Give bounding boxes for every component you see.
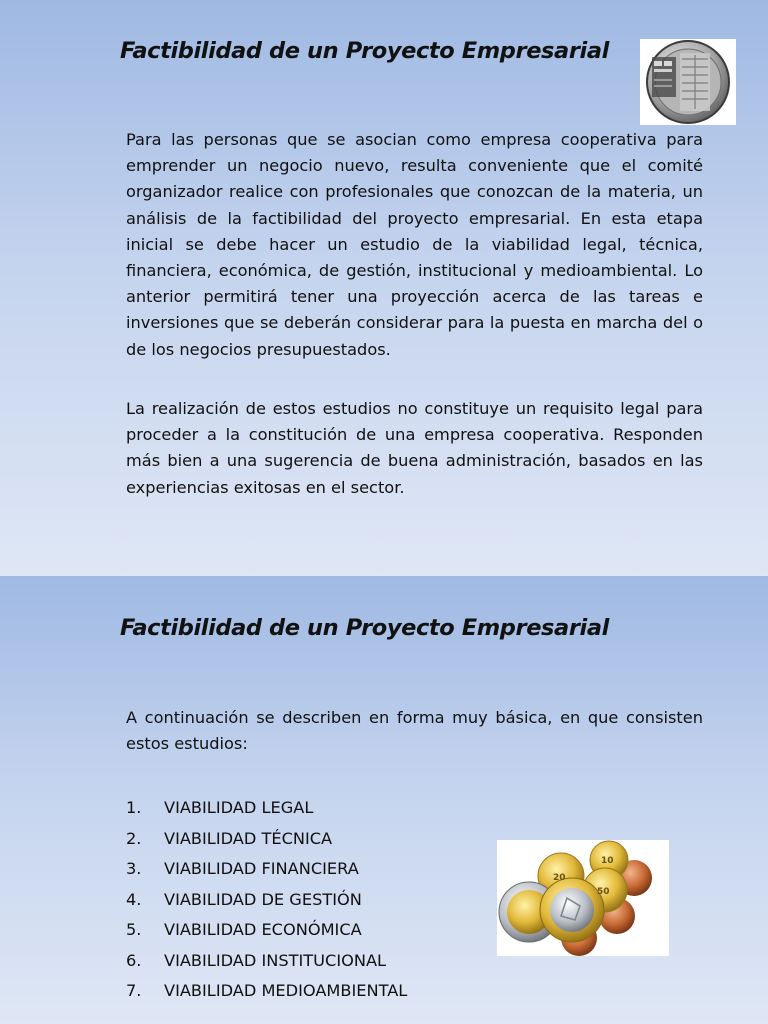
paragraph-intro: A continuación se describen en forma muy básica, en que consisten estos estudios: <box>126 708 703 754</box>
paragraph-intro: Para las personas que se asocian como empresa cooperativa para emprender un negocio nuevo, resulta conveniente que el comité organizador realice con profesionales que conozcan de la materia, un análisis de la factibilidad del proyecto empresarial. En esta etapa inicial se debe hacer un estudio de la viabilidad legal, técnica, financiera, económica, de gestión, institucional y medioambiental. Lo anterior permitirá tener una proyección acerca de las tareas e inversiones que se deberán considerar para la puesta en marcha del o de los negocios presupuestados. <box>126 130 703 359</box>
svg-text:10: 10 <box>601 856 614 866</box>
list-item <box>126 915 407 946</box>
coin-photo <box>640 39 736 125</box>
slide-title: Factibilidad de un Proyecto Empresarial <box>120 615 609 641</box>
list-item <box>126 793 407 824</box>
euro-coins-photo <box>497 840 669 956</box>
list-label: VIABILIDAD INSTITUCIONAL <box>164 950 387 970</box>
coin-icon <box>640 39 736 125</box>
list-number: 3. <box>126 859 142 878</box>
list-number: 7. <box>126 981 142 1000</box>
list-number: 4. <box>126 889 142 909</box>
list-item <box>126 824 407 855</box>
list-label: VIABILIDAD DE GESTIÓN <box>164 889 362 909</box>
viability-list <box>126 793 407 1007</box>
svg-text:20: 20 <box>553 873 566 883</box>
slide-title: Factibilidad de un Proyecto Empresarial <box>120 38 609 64</box>
euro-coins-icon <box>497 840 669 956</box>
list-number: 2. <box>126 828 142 848</box>
list-item <box>126 976 407 1007</box>
list-item <box>126 854 407 885</box>
list-item <box>126 885 407 916</box>
list-label: VIABILIDAD LEGAL <box>164 798 314 817</box>
list-number: 1. <box>126 798 142 817</box>
paragraph-note: La realización de estos estudios no constituye un requisito legal para proceder a la constitución de una empresa cooperativa. Responden más bien a una sugerencia de buena administración, basados en las experiencias exitosas en el sector. <box>126 399 703 497</box>
list-label: VIABILIDAD ECONÓMICA <box>164 920 362 939</box>
list-label: VIABILIDAD TÉCNICA <box>164 828 333 848</box>
list-number: 5. <box>126 920 142 939</box>
svg-text:50: 50 <box>597 887 610 897</box>
list-label: VIABILIDAD MEDIOAMBIENTAL <box>164 981 408 1000</box>
list-item <box>126 946 407 977</box>
list-label: VIABILIDAD FINANCIERA <box>164 859 359 878</box>
slide-2 <box>0 576 768 1024</box>
list-number: 6. <box>126 950 142 970</box>
